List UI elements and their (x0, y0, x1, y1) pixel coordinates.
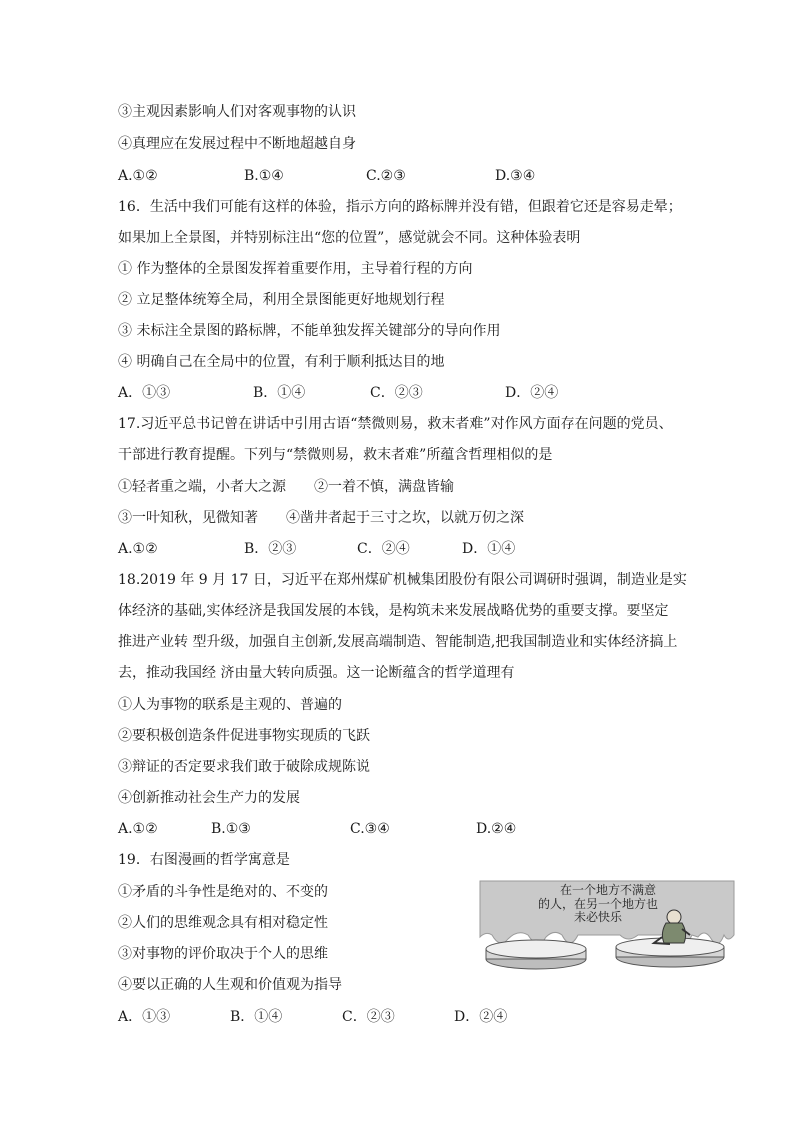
q18-stem-line-1: 18.2019 年 9 月 17 日，习近平在郑州煤矿机械集团股份有限公司调研时强调，制造业是实 (118, 572, 687, 588)
q19-option-c[interactable]: C．②③ (342, 1009, 395, 1025)
q18-option-a[interactable]: A.①② (118, 821, 158, 837)
comic-caption-line-1: 在一个地方不满意 (559, 883, 657, 897)
q19-stem: 19．右图漫画的哲学寓意是 (118, 852, 290, 868)
q16-option-b[interactable]: B．①④ (253, 385, 306, 401)
q18-stem-line-3: 推进产业转 型升级，加强自主创新,发展高端制造、智能制造,把我国制造业和实体经济搞上 (118, 634, 678, 650)
q16-item-1: ① 作为整体的全景图发挥着重要作用，主导着行程的方向 (118, 261, 473, 277)
q16-item-2: ② 立足整体统筹全局，利用全景图能更好地规划行程 (118, 292, 445, 308)
q15-item-4: ④真理应在发展过程中不断地超越自身 (118, 136, 356, 152)
q16-item-3: ③ 未标注全景图的路标牌，不能单独发挥关键部分的导向作用 (118, 323, 501, 339)
q18-item-4: ④创新推动社会生产力的发展 (118, 790, 300, 806)
q17-stem-line-1: 17.习近平总书记曾在讲话中引用古语“禁微则易，救末者难”对作风方面存在问题的党员、 (118, 416, 673, 432)
q16-option-c[interactable]: C．②③ (370, 385, 423, 401)
q19-item-4: ④要以正确的人生观和价值观为指导 (118, 977, 342, 993)
q19-item-1: ①矛盾的斗争性是绝对的、不变的 (118, 884, 328, 900)
q17-items-row-2: ③一叶知秋，见微知著 ④凿井者起于三寸之坎，以就万仞之深 (118, 510, 524, 526)
q18-stem-line-4: 去，推动我国经 济由量大转向质强。这一论断蕴含的哲学道理有 (118, 665, 515, 681)
q16-option-d[interactable]: D．②④ (505, 385, 559, 401)
q15-option-b[interactable]: B.①④ (244, 168, 284, 184)
q15-option-a[interactable]: A.①② (118, 168, 158, 184)
q17-option-a[interactable]: A.①② (118, 541, 158, 557)
q17-option-d[interactable]: D．①④ (462, 541, 516, 557)
q19-option-a[interactable]: A．①③ (118, 1009, 171, 1025)
comic-caption-line-2: 的人，在另一个地方也 (537, 897, 659, 911)
q17-option-b[interactable]: B．②③ (244, 541, 297, 557)
q16-stem-line-1: 16．生活中我们可能有这样的体验，指示方向的路标牌并没有错，但跟着它还是容易走晕； (118, 199, 682, 215)
q16-item-4: ④ 明确自己在全局中的位置，有利于顺利抵达目的地 (118, 354, 445, 370)
q18-item-3: ③辩证的否定要求我们敢于破除成规陈说 (118, 759, 370, 775)
q18-option-b[interactable]: B.①③ (211, 821, 251, 837)
q16-stem-line-2: 如果加上全景图，并特别标注出“您的位置”，感觉就会不同。这种体验表明 (118, 230, 581, 246)
q17-stem-line-2: 干部进行教育提醒。下列与“禁微则易，救末者难”所蕴含哲理相似的是 (118, 447, 553, 463)
q15-option-d[interactable]: D.③④ (495, 168, 536, 184)
q17-items-row-1: ①轻者重之端，小者大之源 ②一着不慎，满盘皆输 (118, 479, 454, 495)
q19-option-b[interactable]: B．①④ (230, 1009, 283, 1025)
q19-item-2: ②人们的思维观念具有相对稳定性 (118, 915, 328, 931)
q18-stem-line-2: 体经济的基础,实体经济是我国发展的本钱，是构筑未来发展战略优势的重要支撑。要坚定 (118, 603, 669, 619)
q17-option-c[interactable]: C．②④ (357, 541, 410, 557)
q18-item-1: ①人为事物的联系是主观的、普遍的 (118, 697, 342, 713)
q18-option-d[interactable]: D.②④ (476, 821, 517, 837)
q19-option-d[interactable]: D．②④ (454, 1009, 508, 1025)
q18-item-2: ②要积极创造条件促进事物实现质的飞跃 (118, 728, 370, 744)
q15-item-3: ③主观因素影响人们对客观事物的认识 (118, 104, 356, 120)
q19-comic-illustration (478, 877, 736, 973)
comic-caption-line-3: 未必快乐 (573, 910, 623, 924)
q16-option-a[interactable]: A．①③ (118, 385, 171, 401)
q18-option-c[interactable]: C.③④ (350, 821, 390, 837)
q15-option-c[interactable]: C.②③ (366, 168, 406, 184)
comic-left-pedestal-top (486, 940, 586, 958)
q19-item-3: ③对事物的评价取决于个人的思维 (118, 946, 328, 962)
